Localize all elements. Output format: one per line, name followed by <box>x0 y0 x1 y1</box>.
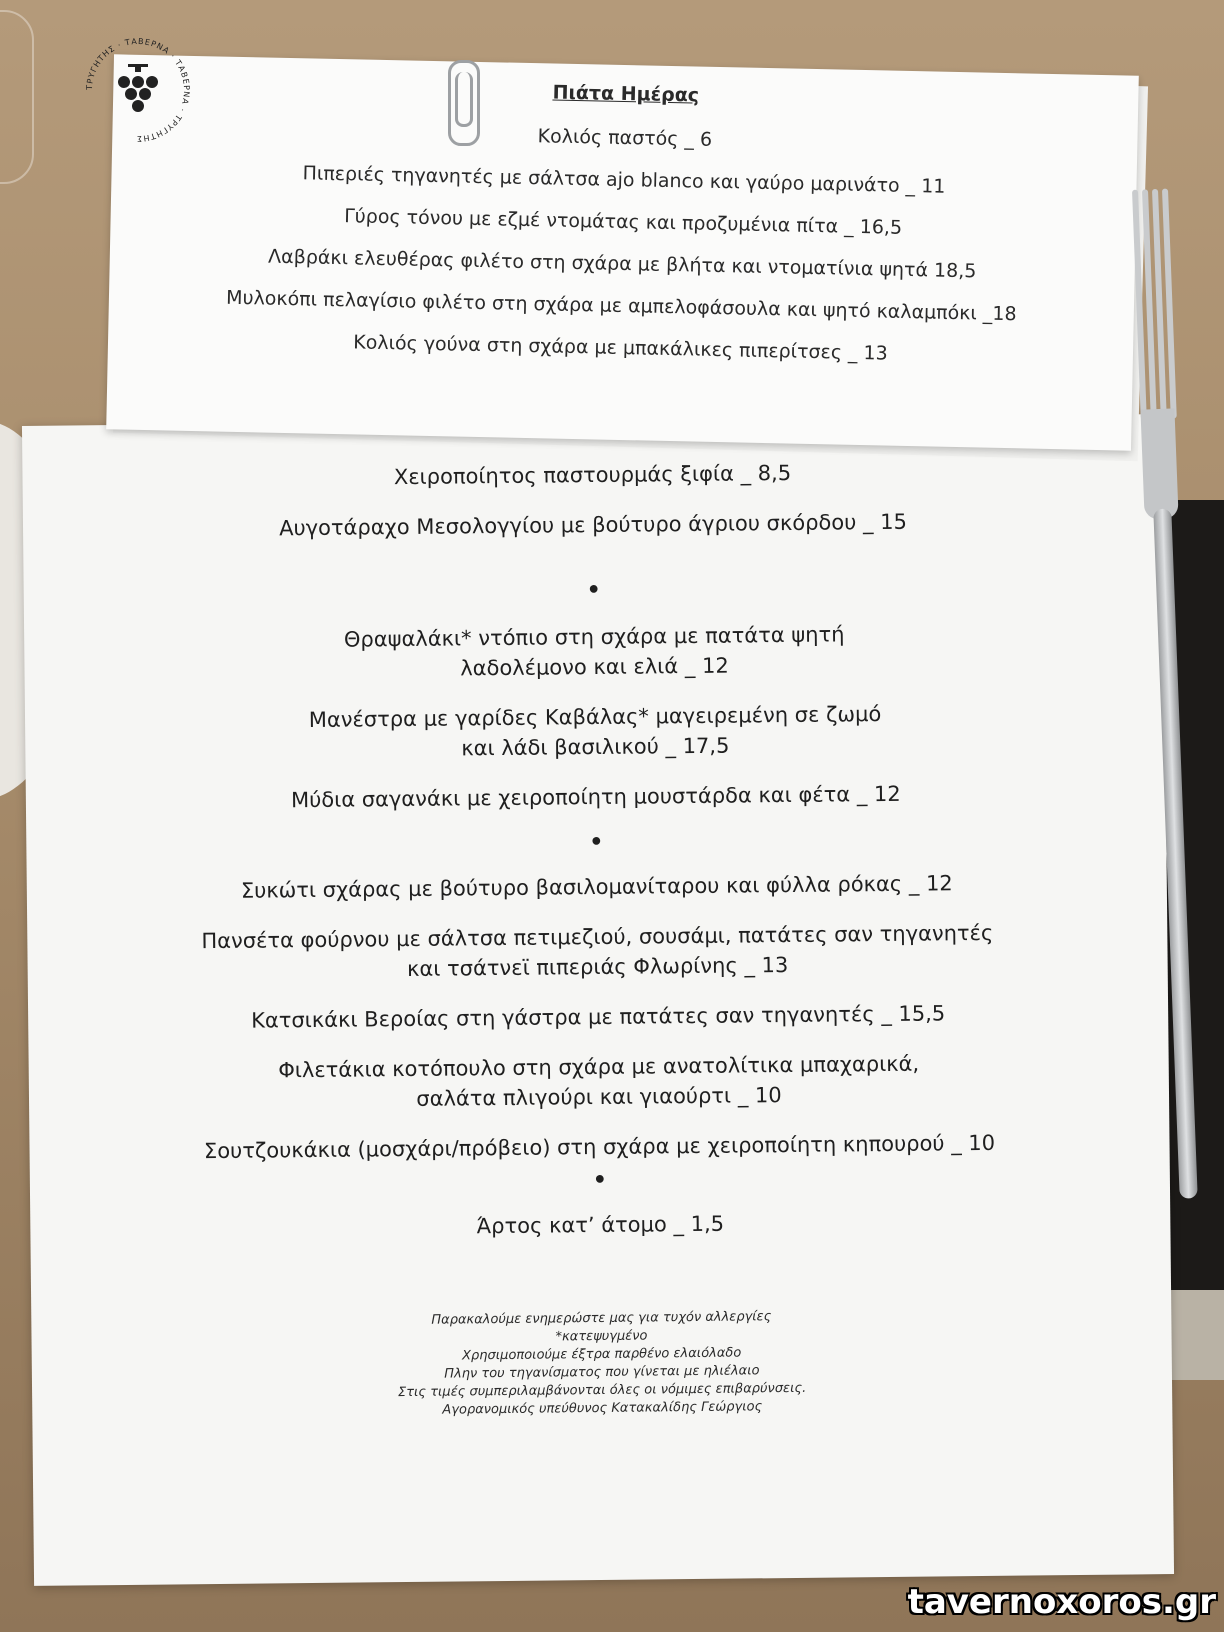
menu-item: Άρτος κατ’ άτομο _ 1,5 <box>476 1211 725 1239</box>
note-line: Στις τιμές συμπεριλαμβάνονται όλες οι νόμιμες επιβαρύνσεις. <box>397 1380 807 1401</box>
menu-item-line: Θραψαλάκι* ντόπιο στη σχάρα με πατάτα ψητή <box>343 622 845 652</box>
menu-item-line: και τσάτνεϊ πιπεριάς Φλωρίνης _ 13 <box>406 953 789 981</box>
menu-item: Μύδια σαγανάκι με χειροποίητη μουστάρδα και φέτα _ 12 <box>290 781 901 813</box>
note-line: Πλην του τηγανίσματος που γίνεται με ηλιέλαιο <box>444 1363 760 1382</box>
note-line: Παρακαλούμε ενημερώστε μας για τυχόν αλλεργίες <box>431 1309 772 1328</box>
menu-item: Συκώτι σχάρας με βούτυρο βασιλομανίταρου και φύλλα ρόκας _ 12 <box>240 871 953 903</box>
wine-glass <box>0 10 34 184</box>
daily-item: Πιπεριές τηγανητές με σάλτσα ajo blanco και γαύρο μαρινάτο _ 11 <box>302 162 946 198</box>
daily-item: Λαβράκι ελευθέρας φιλέτο στη σχάρα με βλήτα και ντοματίνια ψητά 18,5 <box>267 245 977 283</box>
note-line: *κατεψυγμένο <box>555 1328 648 1345</box>
watermark: tavernoxoros.gr <box>907 1582 1216 1622</box>
daily-item: Κολιός παστός _ 6 <box>537 125 713 151</box>
separator: • <box>589 829 604 856</box>
note-line: Χρησιμοποιούμε έξτρα παρθένο ελαιόλαδο <box>462 1345 742 1364</box>
menu-item-line: Φιλετάκια κοτόπουλο στη σχάρα με ανατολίτικα μπαχαρικά, <box>278 1051 920 1083</box>
menu-item-line: λαδολέμονο και ελιά _ 12 <box>460 653 729 681</box>
note-line: Αγορανομικός υπεύθυνος Κατακαλίδης Γεώργιος <box>442 1399 763 1418</box>
taverna-logo <box>78 30 198 150</box>
card-title: Πιάτα Ημέρας <box>552 81 700 107</box>
separator: • <box>592 1167 608 1194</box>
menu-item-line: Μανέστρα με γαρίδες Καβάλας* μαγειρεμένη σε ζωμό <box>308 702 882 733</box>
svg-text:ΤΡΥΓΗΤΗΣ · ΤΑΒΕΡΝΑ · ΤΑΒΕΡΝΑ · <box>85 37 191 143</box>
menu-item-line: σαλάτα πλιγούρι και γιαούρτι _ 10 <box>416 1083 782 1111</box>
daily-item: Μυλοκόπι πελαγίσιο φιλέτο στη σχάρα με αμπελοφάσουλα και ψητό καλαμπόκι _18 <box>225 286 1017 326</box>
paperclip-inner <box>455 72 473 127</box>
menu-item: Χειροποίητος παστουρμάς ξιφία _ 8,5 <box>393 460 792 490</box>
menu-item: Αυγοτάραχο Μεσολογγίου με βούτυρο άγριου σκόρδου _ 15 <box>279 509 908 541</box>
logo-ring-text: ΤΡΥΓΗΤΗΣ · ΤΑΒΕΡΝΑ · ΤΑΒΕΡΝΑ · ΤΡΥΓΗΤΗΣ <box>84 36 192 144</box>
daily-item: Κολιός γούνα στη σχάρα με μπακάλικες πιπερίτσες _ 13 <box>353 331 888 365</box>
menu-item-line: και λάδι βασιλικού _ 17,5 <box>461 733 730 761</box>
daily-specials-card <box>106 54 1139 450</box>
menu-item <box>24 616 1165 688</box>
grapes-icon <box>118 64 158 112</box>
menu-item: Σουτζουκάκια (μοσχάρι/πρόβειο) στη σχάρα με χειροποίητη κηπουρού _ 10 <box>203 1130 996 1164</box>
menu-item <box>29 1046 1170 1118</box>
daily-item: Γύρος τόνου με εζμέ ντομάτας και προζυμένια πίτα _ 16,5 <box>343 205 903 239</box>
menu-notes <box>31 1304 1172 1424</box>
menu-item: Κατσικάκι Βεροίας στη γάστρα με πατάτες σαν τηγανητές _ 15,5 <box>251 1001 946 1033</box>
daily-specials-list <box>108 106 1138 379</box>
menu-item <box>27 916 1168 988</box>
menu-item-line: Πανσέτα φούρνου με σάλτσα πετιμεζιού, σουσάμι, πατάτες σαν τηγανητές <box>201 920 994 954</box>
menu-item <box>25 696 1166 768</box>
menu-list <box>22 454 1170 1266</box>
menu-sheet <box>22 414 1174 1586</box>
separator: • <box>586 577 601 604</box>
